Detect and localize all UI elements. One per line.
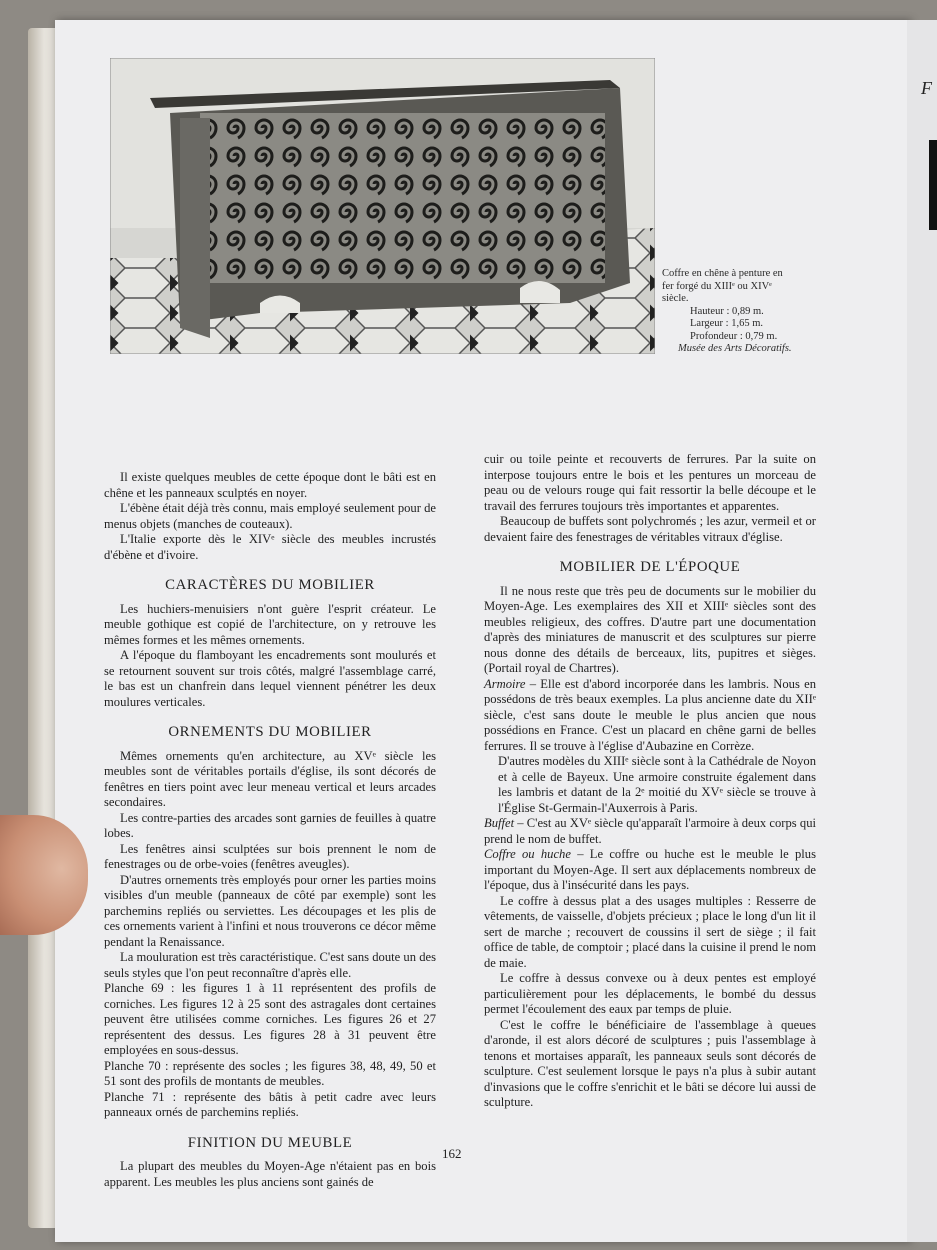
paragraph: L'Italie exporte dès le XIVᵉ siècle des meubles incrustés d'ébène et d'ivoire.	[104, 532, 436, 562]
coffre-text: – Le coffre ou huche est le meuble le plus important du Moyen-Age. Il sert aux déplacements nombreux de l'époque, dus à l'insécurité dans les pays.	[484, 847, 816, 892]
dimension-height: Hauteur : 0,89 m.	[690, 305, 764, 317]
museum-credit: Musée des Arts Décoratifs.	[678, 343, 792, 354]
paragraph: A l'époque du flamboyant les encadrements sont moulurés et se retournent souvent sur trois côtés, malgré l'assemblage carré, le bas est un chanfrein dans lequel viennent pénétrer les deux moulures verticales.	[104, 648, 436, 709]
heading-ornements: ORNEMENTS DU MOBILIER	[168, 724, 372, 740]
left-column	[104, 470, 436, 1190]
facing-page-letter: F	[921, 78, 932, 98]
caption-line: fer forgé du XIIIᵉ ou XIVᵉ	[662, 280, 772, 292]
term-armoire: Armoire	[484, 676, 526, 691]
chest-photograph	[110, 58, 655, 354]
term-buffet: Buffet	[484, 816, 515, 830]
heading-finition: FINITION DU MEUBLE	[187, 1134, 353, 1151]
paragraph: La plupart des meubles du Moyen-Age n'étaient pas en bois apparent. Les meubles les plus anciens sont gainés de	[104, 1159, 436, 1189]
paragraph: Les contre-parties des arcades sont garnies de feuilles à quatre lobes.	[104, 810, 436, 840]
dimension-width: Largeur : 1,65 m.	[690, 318, 763, 329]
page-number: 162	[442, 1146, 462, 1161]
paragraph: D'autres ornements très employés pour orner les parties moins visibles d'un meuble (panneaux de côté par exemple) sont les parchemins repliés ou serviettes. Les découpages et les plis de ces ornements varient à l'infini et nous trouverons ce décor même pendant la Renaissance.	[104, 872, 436, 949]
term-coffre: Coffre ou huche	[484, 847, 571, 861]
heading-epoque: MOBILIER DE L'ÉPOQUE	[559, 559, 741, 575]
entry-buffet	[484, 816, 816, 847]
paragraph: Beaucoup de buffets sont polychromés ; les azur, vermeil et or devaient faire des fenestrages de véritables vitraux d'église.	[484, 514, 816, 544]
entry-armoire	[484, 677, 816, 755]
right-column	[484, 452, 816, 1111]
caption-line: Coffre en chêne à penture en	[662, 268, 783, 279]
caption-line: siècle.	[662, 293, 689, 304]
paragraph: Il existe quelques meubles de cette époque dont le bâti est en chêne et les panneaux sculptés en noyer.	[104, 470, 436, 500]
paragraph: Les huchiers-menuisiers n'ont guère l'esprit créateur. Le meuble gothique est copié de l'architecture, on y retrouve les mêmes formes et les mêmes ornements.	[104, 601, 436, 647]
planche-70: Planche 70 : représente des socles ; les figures 38, 48, 49, 50 et 51 sont des profils de montants de meubles.	[104, 1058, 436, 1088]
facing-page-edge	[907, 20, 937, 1242]
planche-71: Planche 71 : représente des bâtis à petit cadre avec leurs panneaux ornés de parchemins repliés.	[104, 1089, 436, 1119]
paragraph: Mêmes ornements qu'en architecture, au XVᵉ siècle les meubles sont de véritables portails d'église, ils sont décorés de fenêtres en tiers point avec leur meneau vertical et leurs arcades secondaires.	[104, 748, 436, 809]
paragraph: C'est le coffre le bénéficiaire de l'assemblage à queues d'aronde, il est alors décoré de sculptures ; puis l'assemblage à tenons et mortaises apparaît, les panneaux seuls sont décorés de sculpture. C'est seulement lorsque le pays n'a plus à subir autant d'invasions que le coffre s'enrichit et le bâti se décore lui aussi de sculpture.	[484, 1017, 816, 1109]
armoire-text: – Elle est d'abord incorporée dans les lambris. Nous en possédons de très beaux exemples. La plus ancienne date du XIIᵉ siècle, c'est sans doute le meuble le plus ancien que nous possédions en France. C'est un placard en chêne garni de belles ferrures. Il se trouve à l'église d'Aubazine en Corrèze.	[484, 676, 816, 753]
planche-69: Planche 69 : les figures 1 à 11 représentent des profils de corniches. Les figures 12 à 25 sont des astragales dont certaines peuvent être utilisées comme corniches. Les figures 26 et 27 représentent des dessus. Les figures 28 à 31 peuvent être employées en sous-dessus.	[104, 981, 436, 1057]
heading-caracteres: CARACTÈRES DU MOBILIER	[165, 577, 375, 593]
paragraph: L'ébène était déjà très connu, mais employé seulement pour de menus objets (manches de couteaux).	[104, 501, 436, 531]
paragraph: D'autres modèles du XIIIᵉ siècle sont à la Cathédrale de Noyon et à celle de Bayeux. Une armoire construite également dans les lambris et datant de la 2ᵉ moitié du XVᵉ siècle se trouve à l'Église St-Germain-l'Auxerrois à Paris.	[498, 754, 816, 815]
paragraph: Les fenêtres ainsi sculptées sur bois prennent le nom de fenestrages ou de orbe-voies (fenêtres aveugles).	[104, 841, 436, 871]
paragraph: La mouluration est très caractéristique. C'est sans doute un des seuls styles que l'on peut reconnaître d'après elle.	[104, 950, 436, 980]
dimension-depth: Profondeur : 0,79 m.	[690, 330, 778, 342]
facing-page-image-edge	[929, 140, 937, 230]
buffet-text: – C'est au XVᵉ siècle qu'apparaît l'armoire à deux corps qui prend le nom de buffet.	[484, 816, 816, 846]
paragraph: Le coffre à dessus plat a des usages multiples : Resserre de vêtements, de vaisselle, d'objets précieux ; place le long d'un lit il sert de marche ; recouvert de coussins il sert de siège ; il fait office de table, de comptoir ; placé dans la cuisine il prend le nom de maie.	[484, 893, 816, 970]
paragraph: cuir ou toile peinte et recouverts de ferrures. Par la suite on interpose toujours entre le bois et les pentures un morceau de peau ou de velours rouge qui fait ressortir la belle découpe et le travail des ferrures toujours très importantes et apparentes.	[484, 452, 816, 513]
entry-coffre	[484, 847, 816, 894]
photo-caption	[662, 268, 822, 356]
paragraph: Le coffre à dessus convexe ou à deux pentes est employé particulièrement pour les déplacements, le bombé du dessus permet l'écoulement des eaux par temps de pluie.	[484, 971, 816, 1016]
paragraph: Il ne nous reste que très peu de documents sur le mobilier du Moyen-Age. Les exemplaires des XII et XIIIᵉ siècles sont des meubles religieux, des coffres. D'autre part une documentation d'après des miniatures de manuscrit et des sculptures sur pierre nous donne des détails de berceaux, lits, pupitres et sièges. (Portail royal de Chartres).	[484, 583, 816, 675]
